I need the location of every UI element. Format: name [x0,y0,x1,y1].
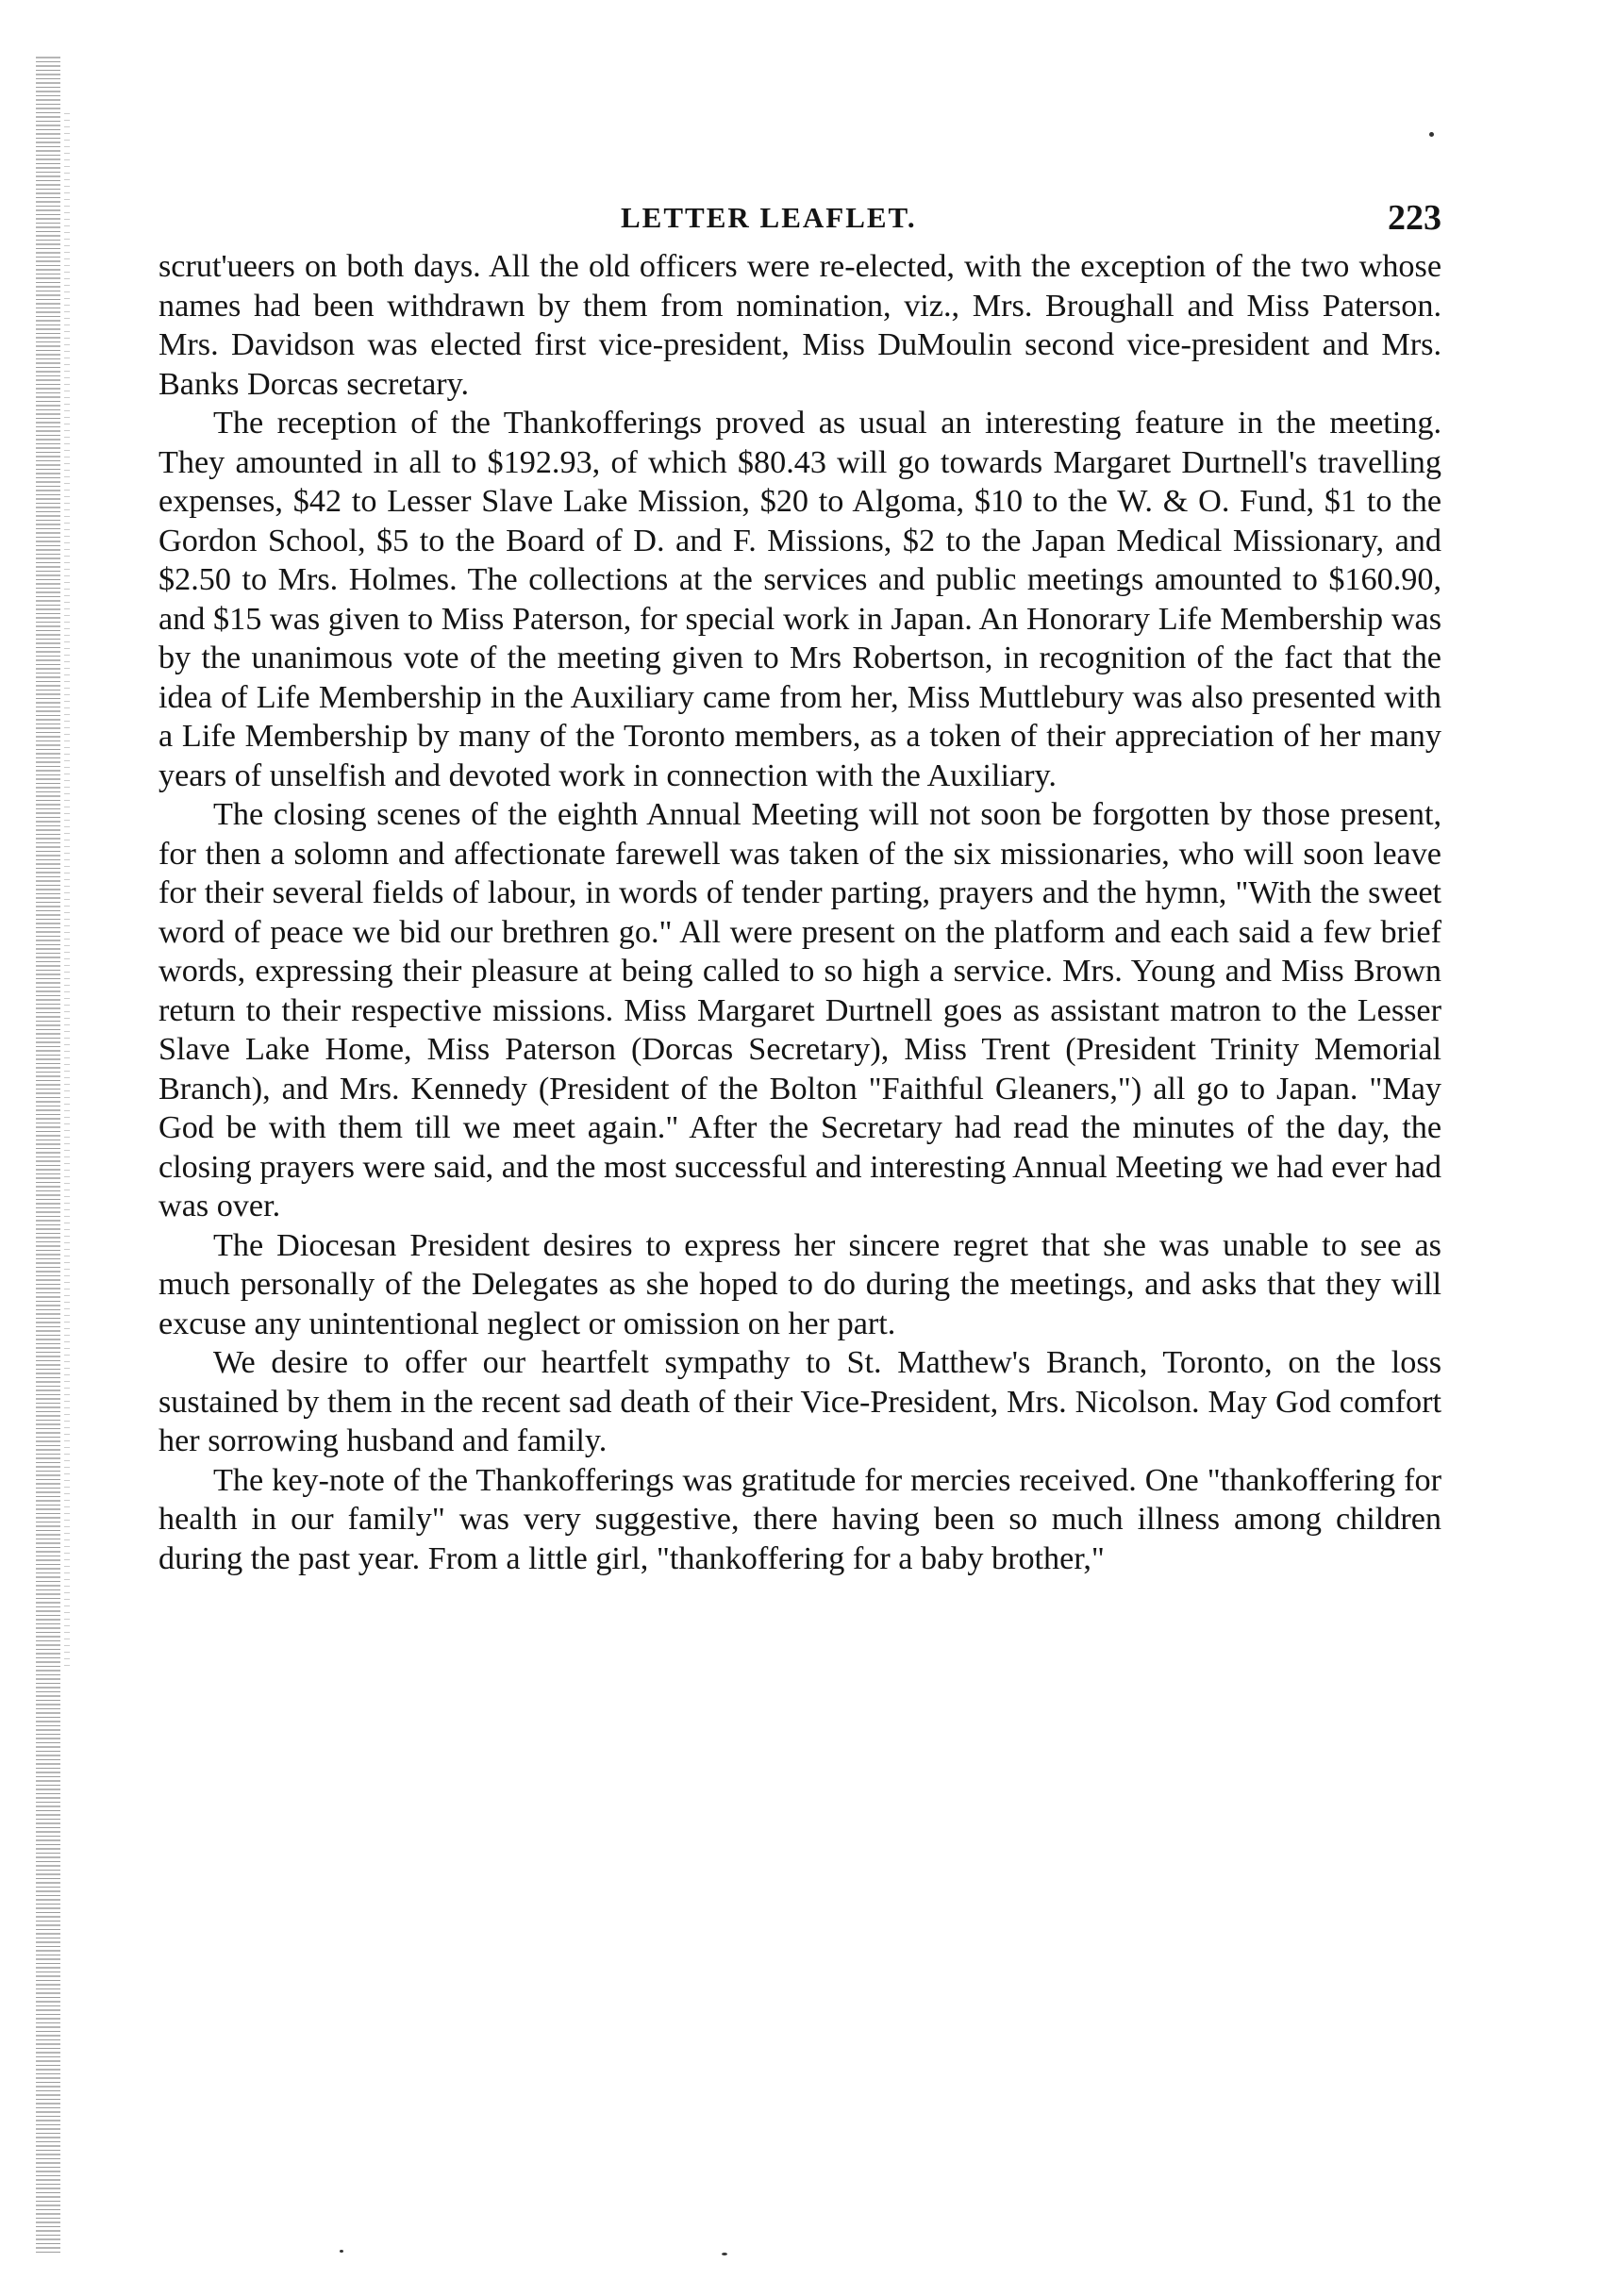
paragraph-thankofferings: The reception of the Thankofferings proved as usual an interesting feature in the meeting. They amounted in all to $192.93, of which $80.43 will go towards Margaret Durtnell's travelling expenses, $42 to Lesser Slave Lake Mission, $20 to Algoma, $10 to the W. & O. Fund, $1 to the Gordon School, $5 to the Board of D. and F. Missions, $2 to the Japan Medical Missionary, and $2.50 to Mrs. Holmes. The collections at the services and public meetings amounted to $160.90, and $15 was given to Miss Paterson, for special work in Japan. An Honorary Life Membership was by the unanimous vote of the meeting given to Mrs Robertson, in recognition of the fact that the idea of Life Membership in the Auxiliary came from her, Miss Muttlebury was also presented with a Life Membership by many of the Toronto members, as a token of their appreciation of her many years of unselfish and devoted work in connection with the Auxiliary. [158,406,1441,793]
paragraph-key-note: The key-note of the Thankofferings was gratitude for mercies received. One "thankoffering for health in our family" was very suggestive, there having been so much illness among children during the past year. From a little girl, "thankoffering for a baby brother," [158,1462,1441,1576]
page-number: 223 [1388,198,1441,238]
scan-binding-edge [36,57,60,2254]
article-body [158,247,1441,1578]
paragraph-diocesan-president: The Diocesan President desires to express her sincere regret that she was unable to see as much personally of the Delegates as she hoped to do during the meetings, and asks that they will excuse any unintentional neglect or omission on her part. [158,1227,1441,1341]
paragraph-sympathy: We desire to offer our heartfelt sympathy to St. Matthew's Branch, Toronto, on the loss sustained by them in the recent sad death of their Vice-President, Mrs. Nicolson. May God comfort her sorrowing husband and family. [158,1345,1441,1458]
scan-speck [722,2253,727,2255]
scan-binding-shadow [64,113,70,1670]
page-header [158,193,1441,250]
scan-speck [340,2250,343,2253]
scan-speck [1429,132,1434,137]
running-title: LETTER LEAFLET. [621,201,917,234]
paragraph-officers: scrut'ueers on both days. All the old officers were re-elected, with the exception of the two whose names had been withdrawn by them from nomination, viz., Mrs. Broughall and Miss Paterson. Mrs. Davidson was elected first vice-president, Miss DuMoulin second vice-president and Mrs. Banks Dorcas secretary. [158,249,1441,402]
paragraph-closing-scenes: The closing scenes of the eighth Annual Meeting will not soon be forgotten by those present, for then a solomn and affectionate farewell was taken of the six missionaries, who will soon leave for their several fields of labour, in words of tender parting, prayers and the hymn, "With the sweet word of peace we bid our brethren go." All were present on the platform and each said a few brief words, expressing their pleasure at being called to so high a service. Mrs. Young and Miss Brown return to their respective missions. Miss Margaret Durtnell goes as assistant matron to the Lesser Slave Lake Home, Miss Paterson (Dorcas Secretary), Miss Trent (President Trinity Memorial Branch), and Mrs. Kennedy (President of the Bolton "Faithful Gleaners,") all go to Japan. "May God be with them till we meet again." After the Secretary had read the minutes of the day, the closing prayers were said, and the most successful and interesting Annual Meeting we had ever had was over. [158,797,1441,1223]
